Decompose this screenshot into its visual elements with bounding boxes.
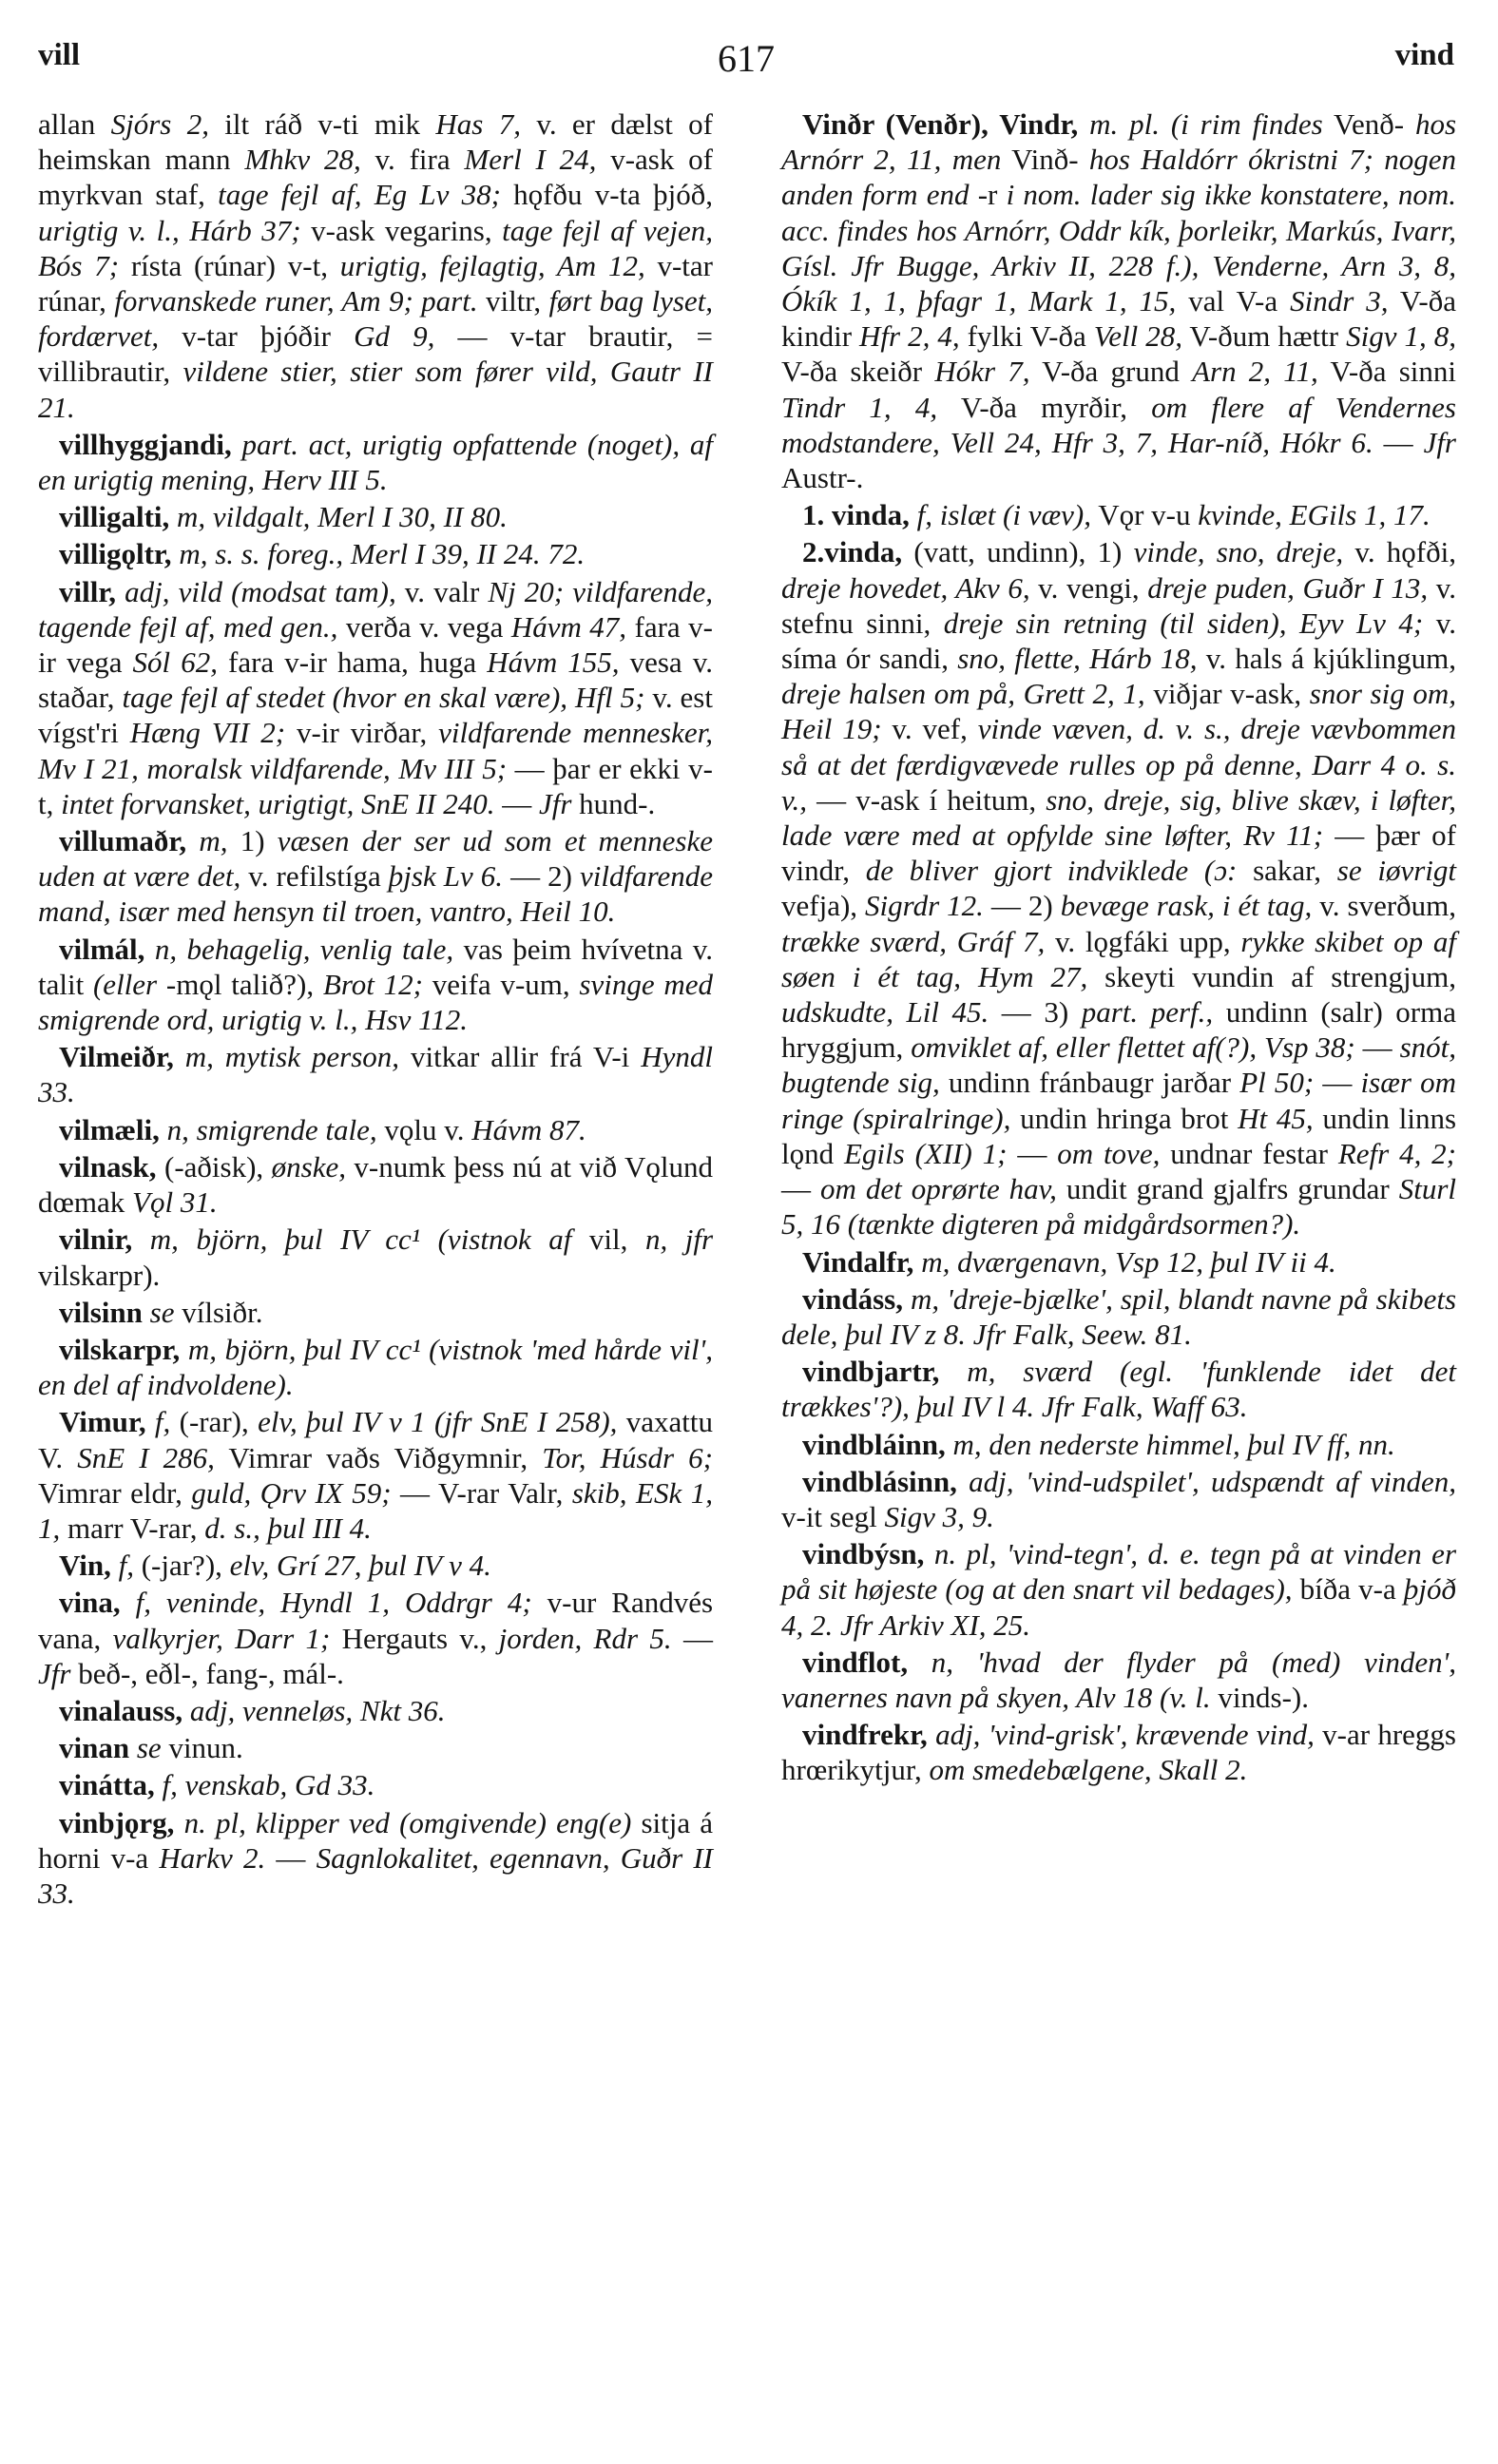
entry-text: f, islæt (i væv), Vǫr v-u kvinde, EGils 1, 17. — [916, 498, 1431, 532]
dictionary-entry — [781, 1281, 1456, 1352]
entry-text: f, venskab, Gd 33. — [162, 1768, 375, 1802]
entry-headword: vina, — [59, 1586, 121, 1620]
entry-text: adj, 'vind-grisk', krævende vind, v-ar hreggs hrœrikytjur, om smedebælgene, Skall 2. — [781, 1718, 1456, 1787]
entry-headword: Vilmeiðr, — [59, 1040, 174, 1074]
dictionary-entry — [781, 1645, 1456, 1715]
entry-text: m, s. s. foreg., Merl I 39, II 24. 72. — [179, 537, 586, 571]
dictionary-entry — [38, 427, 713, 497]
page-header — [38, 36, 1454, 93]
entry-text: n. pl, klipper ved (omgivende) eng(e) sitja á horni v-a Harkv 2. — Sagnlokalitet, egennavn, Guðr II 33. — [38, 1805, 714, 1910]
entry-text: m, björn, þul IV cc¹ (vistnok 'med hårde vil', en del af indvoldene). — [38, 1332, 714, 1402]
dictionary-entry — [38, 1332, 713, 1402]
dictionary-entry — [781, 497, 1456, 532]
entry-text: m. pl. (i rim findes Venð- hos Arnórr 2, 11, men Vinð- hos Haldórr ókristni 7; nogen anden form end -r i nom. lader sig ikke konstatere, nom. acc. findes hos Arnórr, Oddr kík, þorleikr, Markús, Ivarr, Gísl. Jfr Bugge, Arkiv II, 228 f.), Venderne, Arn 3, 8, Ókík 1, 1, þfagr 1, Mark 1, 15, val V-a Sindr 3, V-ða kindir Hfr 2, 4, fylki V-ða Vell 28, V-ðum hættr Sigv 1, 8, V-ða skeiðr Hókr 7, V-ða grund Arn 2, 11, V-ða sinni Tindr 1, 4, V-ða myrðir, om flere af Vendernes modstandere, Vell 24, Hfr 3, 7, Har-níð, Hókr 6. — Jfr Austr-. — [781, 107, 1457, 495]
dictionary-entry — [38, 1548, 713, 1583]
page-number: 617 — [718, 37, 775, 80]
entry-headword: villr, — [59, 574, 117, 608]
entry-headword: vindbýsn, — [802, 1537, 925, 1571]
entry-headword: vilnir, — [59, 1222, 133, 1257]
entry-text: m, 1) væsen der ser ud som et menneske uden at være det, v. refilstíga þjsk Lv 6. — 2) vildfarende mand, især med hensyn til troen, vantro, Heil 10. — [38, 824, 714, 929]
entry-text: adj, venneløs, Nkt 36. — [189, 1693, 446, 1727]
dictionary-entry — [781, 1717, 1456, 1787]
entry-text: n, smigrende tale, vǫlu v. Hávm 87. — [166, 1112, 586, 1146]
entry-headword: Vindalfr, — [802, 1244, 914, 1279]
entry-headword: vinbjǫrg, — [59, 1805, 175, 1839]
entry-text: f, (-rar), elv, þul IV v 1 (jfr SnE I 258), vaxattu V. SnE I 286, Vimrar vaðs Viðgymnir, Tor, Húsdr 6; Vimrar eldr, guld, Ǫrv IX 59; — V-rar Valr, skib, ESk 1, 1, marr V-rar, d. s., þul III 4. — [38, 1405, 713, 1545]
entry-headword: villigalti, — [59, 500, 170, 534]
dictionary-entry — [781, 1354, 1456, 1424]
entry-headword: 2.vinda, — [802, 535, 903, 569]
entry-headword: vinátta, — [59, 1768, 155, 1802]
entry-headword: Vimur, — [59, 1405, 146, 1439]
entry-headword: vindbjartr, — [802, 1355, 940, 1389]
entry-text: adj, vild (modsat tam), v. valr Nj 20; vildfarende, tagende fejl af, med gen., verða v. vega Hávm 47, fara v-ir vega Sól 62, fara v-ir hama, huga Hávm 155, vesa v. staðar, tage fejl af stedet (hvor en skal være), Hfl 5; v. est vígst'ri Hæng VII 2; v-ir virðar, vildfarende mennesker, Mv I 21, moralsk vildfarende, Mv III 5; — þar er ekki v-t, intet forvansket, urigtigt, SnE II 240. — Jfr hund-. — [38, 574, 713, 820]
entry-headword: vinan — [59, 1731, 130, 1765]
entry-text: f, (-jar?), elv, Grí 27, þul IV v 4. — [118, 1549, 491, 1583]
running-head-right: vind — [1394, 38, 1454, 72]
entry-text: part. act, urigtig opfattende (noget), af en urigtig mening, Herv III 5. — [38, 427, 713, 497]
entry-headword: vilskarpr, — [59, 1332, 181, 1366]
dictionary-entry — [781, 534, 1456, 1242]
dictionary-entry — [38, 499, 713, 534]
entry-headword: vilmál, — [59, 932, 145, 966]
right-column — [781, 106, 1456, 1790]
dictionary-entry — [38, 1112, 713, 1147]
dictionary-entry — [38, 1693, 713, 1728]
dictionary-entry — [38, 574, 713, 821]
dictionary-entry — [781, 1427, 1456, 1462]
entry-text: m, den nederste himmel, þul IV ff, nn. — [952, 1427, 1395, 1461]
entry-text: allan Sjórs 2, ilt ráð v-ti mik Has 7, v. er dælst of heimskan mann Mhkv 28, v. fira Merl I 24, v-ask of myrkvan staf, tage fejl af, Eg Lv 38; hǫfðu v-ta þjóð, urigtig v. l., Hárb 37; v-ask vegarins, tage fejl af vejen, Bós 7; rísta (rúnar) v-t, urigtig, fejlagtig, Am 12, v-tar rúnar, forvanskede runer, Am 9; part. viltr, ført bag lyset, fordærvet, v-tar þjóðir Gd 9, — v-tar brautir, = villibrautir, vildene stier, stier som fører vild, Gautr II 21. — [38, 107, 714, 424]
dictionary-entry — [38, 1295, 713, 1330]
entry-headword: villumaðr, — [59, 824, 187, 858]
entry-headword: villhyggjandi, — [59, 427, 232, 461]
entry-headword: Vin, — [59, 1549, 111, 1583]
entry-headword: vindbláinn, — [802, 1427, 946, 1461]
entry-headword: vinalauss, — [59, 1693, 183, 1727]
dictionary-entry — [38, 106, 713, 425]
entry-text: m, mytisk person, vitkar allir frá V-i Hyndl 33. — [38, 1040, 713, 1109]
entry-text: m, 'dreje-bjælke', spil, blandt navne på skibets dele, þul IV z 8. Jfr Falk, Seew. 81. — [781, 1281, 1457, 1351]
entry-headword: vindblásinn, — [802, 1464, 957, 1498]
entry-headword: vilmæli, — [59, 1112, 160, 1146]
entry-text: m, vildgalt, Merl I 30, II 80. — [177, 500, 508, 534]
entry-headword: vilnask, — [59, 1149, 157, 1184]
dictionary-entry — [38, 1767, 713, 1802]
dictionary-entry — [781, 106, 1456, 495]
dictionary-entry — [38, 1149, 713, 1220]
entry-text: n, behagelig, venlig tale, vas þeim hvívetna v. talit (eller -mǫl talið?), Brot 12; veifa v-um, svinge med smigrende ord, urigtig v. l., Hsv 112. — [38, 932, 714, 1037]
entry-text: se vinun. — [136, 1731, 243, 1765]
entry-text: n. pl, 'vind-tegn', d. e. tegn på at vinden er på sit højeste (og at den snart vil bedages), bíða v-a þjóð 4, 2. Jfr Arkiv XI, 25. — [781, 1537, 1457, 1642]
entry-text: n, 'hvad der flyder på (med) vinden', vanernes navn på skyen, Alv 18 (v. l. vinds-). — [781, 1645, 1456, 1714]
dictionary-entry — [38, 1222, 713, 1292]
dictionary-entry — [781, 1464, 1456, 1534]
entry-text: m, dværgenavn, Vsp 12, þul IV ii 4. — [921, 1244, 1336, 1279]
entry-text: (-aðisk), ønske, v-numk þess nú at við Vǫlund dœmak Vǫl 31. — [38, 1149, 714, 1220]
dictionary-entry — [38, 932, 713, 1038]
entry-text: f, veninde, Hyndl 1, Oddrgr 4; v-ur Randvés vana, valkyrjer, Darr 1; Hergauts v., jorden, Rdr 5. — Jfr beð-, eðl-, fang-, mál-. — [38, 1586, 714, 1690]
left-column — [38, 106, 713, 1913]
entry-text: adj, 'vind-udspilet', udspændt af vinden, v-it segl Sigv 3, 9. — [781, 1464, 1456, 1533]
dictionary-entry — [781, 1244, 1456, 1280]
entry-text: se vílsiðr. — [149, 1295, 263, 1329]
entry-text: (vatt, undinn), 1) vinde, sno, dreje, v. hǫfði, dreje hovedet, Akv 6, v. vengi, dreje puden, Guðr I 13, v. stefnu sinni, dreje sin retning (til siden), Eyv Lv 4; v. síma ór sandi, sno, flette, Hárb 18, v. hals á kjúklingum, dreje halsen om på, Grett 2, 1, viðjar v-ask, snor sig om, Heil 19; v. vef, vinde væven, d. v. s., dreje vævbommen så at det færdigvævede rulles op på denne, Darr 4 o. s. v., — v-ask í heitum, sno, dreje, sig, blive skæv, i løfter, lade være med at opfylde sine løfter, Rv 11; — þær of vindr, de bliver gjort indviklede (ɔ: sakar, se iøvrigt vefja), Sigrdr 12. — 2) bevæge rask, i ét tag, v. sverðum, trække sværd, Gráf 7, v. lǫgfáki upp, rykke skibet op af søen i ét tag, Hym 27, skeyti vundin af strengjum, udskudte, Lil 45. — 3) part. perf., undinn (salr) orma hryggjum, omviklet af, eller flettet af(?), Vsp 38; — snót, bugtende sig, undinn fránbaugr jarðar Pl 50; — især om ringe (spiralringe), undin hringa brot Ht 45, undin linns lǫnd Egils (XII) 1; — om tove, undnar festar Refr 4, 2; — om det oprørte hav, undit grand gjalfrs grundar Sturl 5, 16 (tænkte digteren på midgårdsormen?). — [781, 535, 1457, 1242]
entry-text: m, sværd (egl. 'funklende idet det trækkes'?), þul IV l 4. Jfr Falk, Waff 63. — [781, 1355, 1456, 1424]
entry-headword: 1. vinda, — [802, 498, 910, 532]
dictionary-entry — [38, 823, 713, 930]
running-head-left: vill — [38, 38, 81, 72]
entry-headword: Vinðr (Venðr), Vindr, — [802, 107, 1079, 141]
dictionary-entry — [38, 1730, 713, 1765]
entry-headword: vindáss, — [802, 1281, 903, 1316]
dictionary-entry — [38, 1404, 713, 1546]
entry-headword: vindflot, — [802, 1645, 909, 1679]
entry-headword: vilsinn — [59, 1295, 143, 1329]
entry-headword: villigǫltr, — [59, 537, 172, 571]
dictionary-entry — [38, 536, 713, 571]
entry-headword: vindfrekr, — [802, 1718, 928, 1752]
dictionary-entry — [38, 1585, 713, 1691]
dictionary-entry — [38, 1039, 713, 1109]
dictionary-entry — [781, 1536, 1456, 1643]
entry-text: m, björn, þul IV cc¹ (vistnok af vil, n, jfr vilskarpr). — [38, 1222, 714, 1292]
dictionary-entry — [38, 1805, 713, 1912]
